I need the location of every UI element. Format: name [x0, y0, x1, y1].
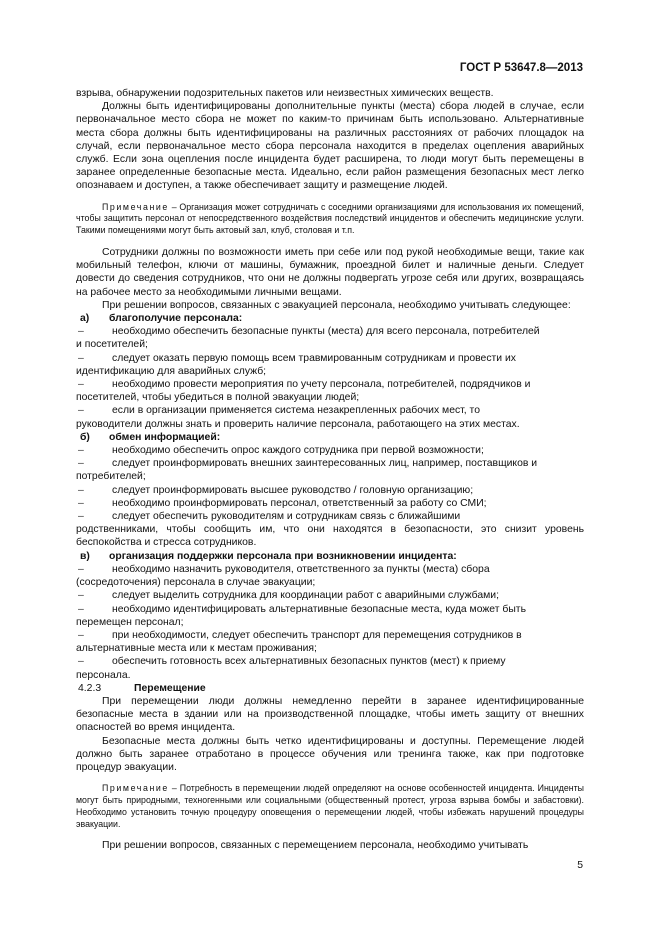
list-item-text: следует проинформировать внешних заинтересованных лиц, например, поставщиков и — [112, 458, 538, 470]
list-item-first-line — [76, 497, 584, 510]
dash-icon: – — [78, 603, 84, 615]
list-item-text: необходимо идентифицировать альтернативные безопасные места, куда может быть — [112, 603, 526, 615]
dash-icon: – — [78, 656, 84, 668]
list-item-text: при необходимости, следует обеспечить транспорт для перемещения сотрудников в — [112, 629, 522, 641]
list-item-first-line — [76, 444, 584, 457]
list-item — [76, 457, 584, 483]
subsection-title: Перемещение — [134, 682, 206, 694]
list-item-continuation: идентификацию для аварийных служб; — [76, 365, 267, 377]
paragraph: При решении вопросов, связанных с эвакуацией персонала, необходимо учитывать следующее: — [102, 299, 571, 311]
list-item — [76, 563, 584, 589]
dash-icon: – — [78, 379, 84, 391]
block-spacer — [76, 774, 584, 783]
list-item-text: если в организации применяется система незакрепленных рабочих мест, то — [112, 405, 480, 417]
note-paragraph — [76, 202, 584, 237]
list-item-first-line — [76, 352, 584, 365]
list-item-first-line — [76, 325, 584, 338]
list-item-text: необходимо назначить руководителя, ответственного за пункты (места) сбора — [112, 563, 490, 575]
list-item-text: следует выделить сотрудника для координации работ с аварийными службами; — [112, 590, 499, 602]
list-item — [76, 629, 584, 655]
note-text: – Организация может сотрудничать с соседними организациями для использования их помещений, чтобы защитить персонал от непосредственного воздействия последствий инцидентов и обеспечить медицинские услуги. Такими помещениями могут быть актовый зал, клуб, столовая и т.п. — [76, 201, 584, 236]
section-marker: б) — [80, 431, 90, 443]
page-number: 5 — [577, 860, 583, 871]
list-item-text: обеспечить готовность всех альтернативных безопасных пунктов (мест) к приему — [112, 656, 506, 668]
document-body — [76, 87, 584, 853]
list-item-first-line — [76, 484, 584, 497]
note-label: Примечание — [102, 201, 169, 212]
list-item — [76, 484, 584, 497]
list-item-text: необходимо провести мероприятия по учету персонала, потребителей, подрядчиков и — [112, 379, 531, 391]
section-heading — [76, 312, 584, 325]
dash-icon: – — [78, 484, 84, 496]
list-item — [76, 497, 584, 510]
list-item-text: следует оказать первую помощь всем травмированным сотрудникам и провести их — [112, 352, 516, 364]
list-item — [76, 510, 584, 550]
list-item — [76, 404, 584, 430]
list-item-continuation: альтернативные места или к местам проживания; — [76, 643, 317, 655]
list-item-first-line — [76, 378, 584, 391]
list-item — [76, 352, 584, 378]
list-item-continuation: потребителей; — [76, 471, 146, 483]
block-spacer — [76, 193, 584, 202]
dash-icon: – — [78, 511, 84, 523]
paragraph: Безопасные места должны быть четко идентифицированы и доступны. Перемещение людей должно быть заранее отработано в процессе обучения или тренинга также, как при подготовке процедур эвакуации. — [76, 735, 584, 773]
list-item-continuation: и посетителей; — [76, 339, 148, 351]
list-item-first-line — [76, 589, 584, 602]
block-spacer — [76, 830, 584, 839]
paragraph: При решении вопросов, связанных с перемещением персонала, необходимо учитывать — [102, 840, 529, 852]
list-item-first-line — [76, 510, 584, 523]
paragraph: взрыва, обнаружении подозрительных пакетов или неизвестных химических веществ. — [76, 88, 494, 99]
block-spacer — [76, 237, 584, 246]
paragraph: При перемещении люди должны немедленно перейти в заранее идентифицированные безопасные места в здании или на производственной площадке, чтобы иметь защиту от внешних опасностей во время инцидента. — [76, 695, 584, 734]
dash-icon: – — [78, 590, 84, 602]
section-heading — [76, 550, 584, 563]
section-marker: а) — [80, 313, 90, 325]
dash-icon: – — [78, 405, 84, 417]
list-item-continuation: руководители должны знать и проверить наличие персонала, работающего на этих местах. — [76, 418, 520, 430]
document-code: ГОСТ Р 53647.8—2013 — [459, 62, 583, 74]
dash-icon: – — [78, 352, 84, 364]
subsection-heading — [76, 682, 584, 695]
list-item-first-line — [76, 655, 584, 668]
list-item — [76, 378, 584, 404]
list-item — [76, 444, 584, 457]
paragraph: Сотрудники должны по возможности иметь при себе или под рукой необходимые вещи, такие как мобильный телефон, ключи от машины, бумажник, проездной билет и наличные деньги. Следует довести до сведения сотрудников, что они не должны подвергать угрозе себя или других, возвращаясь на рабочее место за необходимыми личными вещами. — [76, 247, 584, 298]
list-item-continuation: родственниками, чтобы сообщить им, что они находятся в безопасности, это снизит уровень беспокойства и стресса сотрудников. — [76, 524, 584, 549]
list-item-text: следует обеспечить руководителям и сотрудникам связь с ближайшими — [112, 511, 461, 523]
list-item-text: необходимо проинформировать персонал, ответственный за работу со СМИ; — [112, 497, 487, 509]
note-paragraph — [76, 783, 584, 830]
dash-icon: – — [78, 326, 84, 338]
list-item-first-line — [76, 603, 584, 616]
list-item-continuation: (сосредоточения) персонала в случае эвакуации; — [76, 577, 316, 589]
list-item — [76, 589, 584, 602]
dash-icon: – — [78, 458, 84, 470]
list-item — [76, 603, 584, 629]
list-item-first-line — [76, 457, 584, 470]
list-item-text: необходимо обеспечить безопасные пункты (места) для всего персонала, потребителей — [112, 326, 540, 338]
subsection-number: 4.2.3 — [78, 682, 102, 694]
note-label: Примечание — [102, 783, 169, 794]
list-item-text: необходимо обеспечить опрос каждого сотрудника при первой возможности; — [112, 445, 484, 457]
list-item-continuation: посетителей, чтобы убедиться в полной эвакуации людей; — [76, 392, 360, 404]
list-item-continuation: персонала. — [76, 669, 131, 681]
dash-icon: – — [78, 497, 84, 509]
note-text: – Потребность в перемещении людей определяют на основе особенностей инцидента. Инциденты могут быть природными, техногенными или социальными (общественный протест, угроза взрыва бомбы и забастовки). Необходимо установить точную процедуру оповещения о перемещении людей, чтобы избежать нарушений процедуры эвакуации. — [76, 783, 584, 829]
list-item-text: следует проинформировать высшее руководство / головную организацию; — [112, 484, 474, 496]
list-item — [76, 655, 584, 681]
section-title: обмен информацией: — [109, 431, 221, 443]
dash-icon: – — [78, 629, 84, 641]
list-item — [76, 325, 584, 351]
section-title: организация поддержки персонала при возникновении инцидента: — [109, 550, 457, 562]
list-item-first-line — [76, 629, 584, 642]
section-title: благополучие персонала: — [109, 313, 243, 325]
list-item-first-line — [76, 404, 584, 417]
section-marker: в) — [80, 550, 90, 562]
section-heading — [76, 431, 584, 444]
list-item-first-line — [76, 563, 584, 576]
list-item-continuation: перемещен персонал; — [76, 616, 184, 628]
paragraph: Должны быть идентифицированы дополнительные пункты (места) сбора людей в случае, если первоначальное место сбора не может по каким-то причинам быть использовано. Альтернативные места сбора должны быть идентифицированы на различных расстояниях от рабочих площадок на случай, если первоначальное место сбора персонала находится в пределах оцепления аварийных служб. Если зона оцепления после инцидента будет расширена, то люди могут быть перемещены в заранее определенные безопасные места. Идеально, если район размещения безопасных мест легко опознаваем и доступен, а также обеспечивает защиту и размещение людей. — [76, 101, 584, 192]
dash-icon: – — [78, 563, 84, 575]
dash-icon: – — [78, 445, 84, 457]
